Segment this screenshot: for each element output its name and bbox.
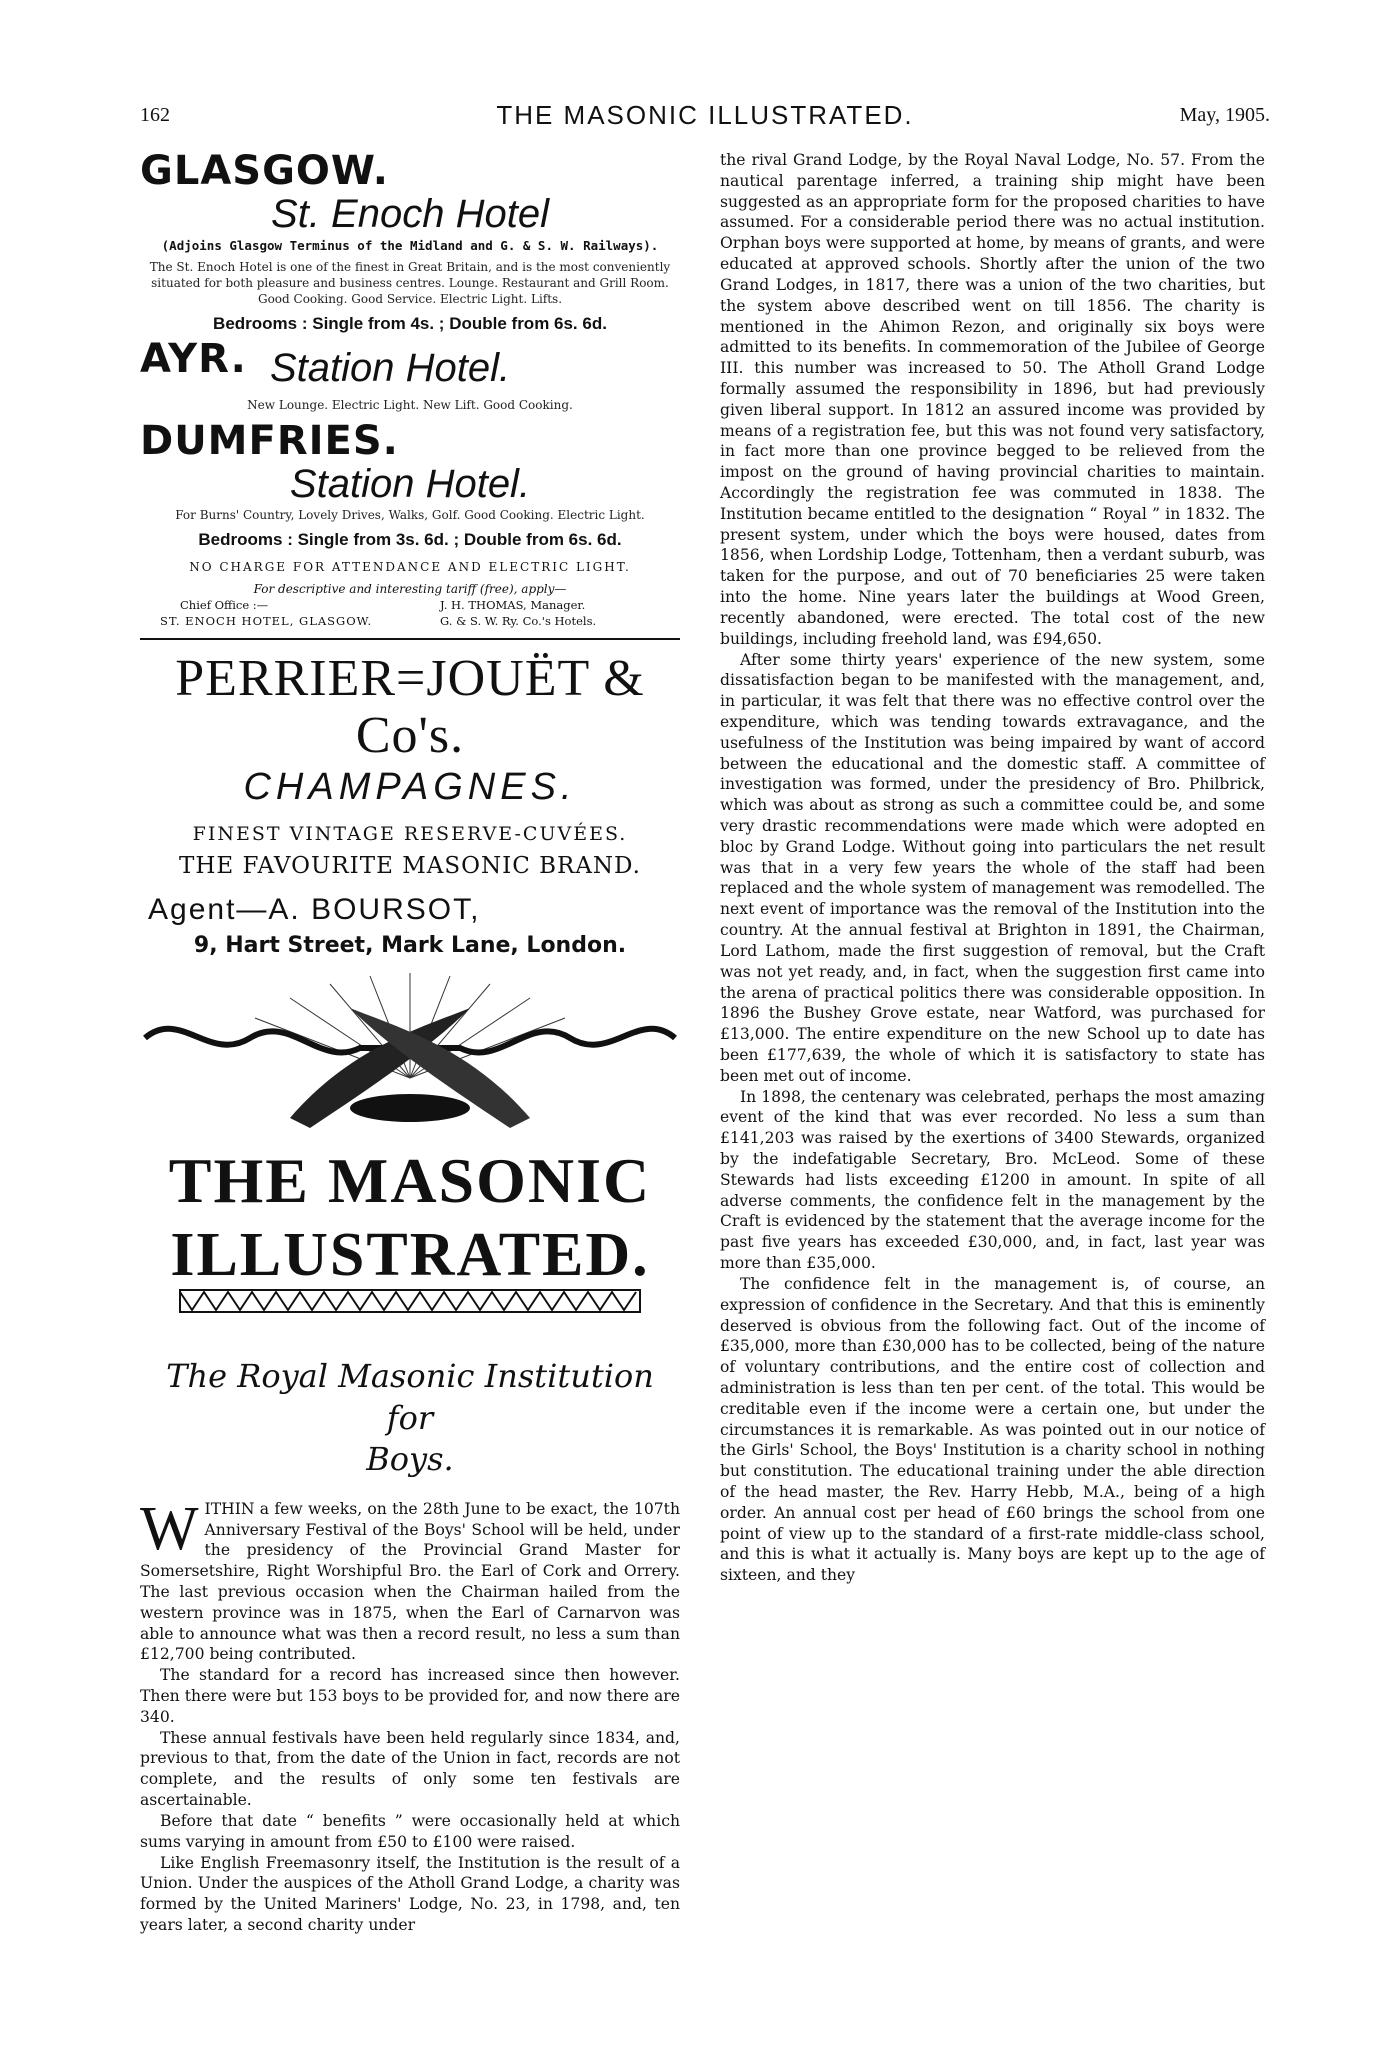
- manager-name: J. H. THOMAS, Manager.: [440, 597, 586, 612]
- ayr-desc: New Lounge. Electric Light. New Lift. Good Cooking.: [247, 397, 573, 412]
- ayr-heading: AYR.: [140, 335, 247, 382]
- article-paragraph: WITHIN a few weeks, on the 28th June to be exact, the 107th Anniversary Festival of the Boys' School will be held, under the presidency of the Provincial Grand Master for Somersetshire, Right Worshipful Bro. the Earl of Cork and Orrery. The last previous occasion when the Chairman hailed from the western province was in 1875, when the Earl of Carnarvon was able to announce what was then a record result, no less a sum than £12,700 being contributed.: [140, 1494, 680, 1664]
- article-paragraph: the rival Grand Lodge, by the Royal Naval Lodge, No. 57. From the nautical parentage inferred, a training ship might have been suggested as an appropriate form for the proposed charities to have assumed. For a considerable period there was no actual institution. Orphan boys were supported at home, by means of grants, and were educated at approved schools. Shortly after the union of the two Grand Lodges, in 1817, there was a union of the two charities, but the system above described went on till 1856. The charity is mentioned in the Ahimon Rezon, and originally six boys were admitted to its benefits. In commemoration of the Jubilee of George III. this number was increased to 50. The Atholl Grand Lodge formally assumed the responsibility in 1896, but had previously given liberal support. In 1812 an assured income was provided by means of a registration fee, but this was not found very satisfactory, in fact more than one province begged to be relieved from the impost on the ground of having provincial charities to maintain. Accordingly the registration fee was commuted in 1838. The Institution became entitled to the designation “ Royal ” in 1832. The present system, under which the boys were housed, dates from 1856, when Lordship Lodge, Tottenham, then a verdant suburb, was taken for the purpose, and out of 70 beneficiaries 25 were taken into the home. Nine years later the buildings at Wood Green, recently abandoned, were erected. The total cost of the new buildings, including freehold land, was £94,650.: [720, 151, 1265, 648]
- drop-cap: W: [140, 1494, 199, 1563]
- champagne-advertisement: [140, 650, 680, 958]
- favourite-brand-line: THE FAVOURITE MASONIC BRAND.: [179, 852, 641, 879]
- glasgow-heading: GLASGOW.: [140, 148, 389, 194]
- issue-date: May, 1905.: [1179, 104, 1270, 126]
- article-paragraph: The confidence felt in the management is, of course, an expression of confidence in the Secretary. And that this is eminently deserved is obvious from the following fact. Out of the income of £35,000, more than £30,000 has to be collected, being of the nature of voluntary contributions, and the entire cost of collection and administration is less than ten per cent. of the total. This would be creditable even if the income were a certain one, but under the circumstances it is remarkable. As was pointed out in our notice of the Girls' School, the Boys' Institution is a charity school in nothing but constitution. The educational training under the able direction of the head master, the Rev. Harry Hebb, M.A., being of a high order. An annual cost per head of £60 brings the school from one point of view up to the standard of a first-rate middle-class school, and this is what it actually is. Many boys are kept up to the age of sixteen, and they: [720, 1274, 1265, 1585]
- article-paragraph: In 1898, the centenary was celebrated, perhaps the most amazing event of the kind that was ever recorded. No less a sum than £141,203 was raised by the exertions of 3400 Stewards, organized by the indefatigable Secretary, Bro. McLeod. Some of these Stewards had lists exceeding £1200 in amount. In spite of all adverse comments, the confidence felt in the management by the Craft is evidenced by the statement that the average income for the past five years has exceeded £30,000, and, in fact, last year was more than £35,000.: [720, 1087, 1265, 1273]
- article-paragraph: Before that date “ benefits ” were occasionally held at which sums varying in amount from £50 to £100 were raised.: [140, 1811, 680, 1851]
- no-charge-note: NO CHARGE FOR ATTENDANCE AND ELECTRIC LIGHT.: [189, 559, 631, 574]
- contact-block: [140, 598, 680, 632]
- agent-line: Agent—A. BOURSOT,: [148, 892, 481, 926]
- publication-title: THE MASONIC ILLUSTRATED.: [496, 100, 914, 130]
- masthead-title-line-2: ILLUSTRATED.: [170, 1220, 650, 1289]
- sunburst-rays: [255, 973, 565, 1078]
- dumfries-rates: Bedrooms : Single from 3s. 6d. ; Double from 6s. 6d.: [198, 529, 622, 549]
- agent-address: 9, Hart Street, Mark Lane, London.: [193, 932, 627, 958]
- article-paragraph: The standard for a record has increased since then however. Then there were but 153 boys to be provided for, and now there are 340.: [140, 1666, 680, 1726]
- hotel-advertisement: [140, 150, 680, 632]
- article-paragraph: These annual festivals have been held regularly since 1834, and, previous to that, from the date of the Union in fact, records are not complete, and the results of only some ten festivals are ascertainable.: [140, 1728, 680, 1810]
- article-paragraph: Like English Freemasonry itself, the Institution is the result of a Union. Under the auspices of the Atholl Grand Lodge, a charity was formed by the United Mariners' Lodge, No. 23, in 1798, and, ten years later, a second charity under: [140, 1853, 680, 1934]
- article-paragraph: After some thirty years' experience of the new system, some dissatisfaction began to be manifested with the management, and, in particular, it was felt that there was no effective control over the expenditure, which was tending towards extravagance, and the usefulness of the Institution was being impaired by want of accord between the educational and the domestic staff. A committee of investigation was formed, under the presidency of Bro. Philbrick, which was about as strong as such a committee could be, and some very drastic recommendations were made which were adopted en bloc by Grand Lodge. Without going into particulars the net result was that in a very few years the whole of the staff had been replaced and the whole system of management was remodelled. The next event of importance was the removal of the Institution into the country. At the annual festival at Brighton in 1891, the Chairman, Lord Lathom, made the first suggestion of removal, but the Craft was not yet ready, and, in fact, when the suggestion first came into the arena of practical politics there was considerable opposition. In 1896 the Bushey Grove estate, near Watford, was purchased for £13,000. The entire expenditure on the new School up to date has been £177,639, the whole of which it is satisfactory to state has been met out of income.: [720, 650, 1265, 1085]
- ayr-hotel-name: Station Hotel.: [270, 345, 511, 390]
- chief-office-label: Chief Office :—: [180, 597, 269, 612]
- champagnes-heading: CHAMPAGNES.: [243, 765, 577, 808]
- tariff-note: For descriptive and interesting tariff (free), apply—: [253, 581, 567, 596]
- running-head: [140, 100, 1270, 136]
- st-enoch-hotel-name: St. Enoch Hotel: [271, 192, 549, 236]
- masthead-illustration: [140, 968, 680, 1348]
- glasgow-rates: Bedrooms : Single from 4s. ; Double from 6s. 6d.: [213, 313, 607, 333]
- quill-base: [350, 1094, 470, 1122]
- article-body-left: [140, 1494, 680, 1936]
- glasgow-desc-2: situated for both pleasure and business centres. Lounge. Restaurant and Grill Room.: [151, 276, 669, 291]
- article-title-line-2: Boys.: [366, 1440, 454, 1479]
- perrier-jouet-name: PERRIER=JOUËT & Co's.: [175, 649, 645, 764]
- page-number: 162: [140, 104, 170, 126]
- right-column: [720, 150, 1265, 1586]
- ad-divider: [140, 638, 680, 640]
- masthead-title-line-1: THE MASONIC: [168, 1144, 652, 1216]
- glasgow-desc-3: Good Cooking. Good Service. Electric Light. Lifts.: [257, 292, 563, 307]
- railway-company: G. & S. W. Ry. Co.'s Hotels.: [440, 613, 597, 628]
- ayr-row: [140, 335, 680, 396]
- left-column: [140, 150, 680, 1936]
- dumfries-hotel-name: Station Hotel.: [289, 461, 531, 506]
- vintage-line: FINEST VINTAGE RESERVE-CUVÉES.: [192, 822, 628, 845]
- adjoins-note: (Adjoins Glasgow Terminus of the Midland and G. & S. W. Railways).: [161, 238, 659, 253]
- glasgow-desc-1: The St. Enoch Hotel is one of the finest in Great Britain, and is the most conveniently: [149, 260, 671, 274]
- article-title-line-1: The Royal Masonic Institution for: [166, 1356, 654, 1437]
- hotel-address: ST. ENOCH HOTEL, GLASGOW.: [160, 613, 373, 628]
- dumfries-desc: For Burns' Country, Lovely Drives, Walks, Golf. Good Cooking. Electric Light.: [175, 507, 645, 522]
- dumfries-heading: DUMFRIES.: [140, 417, 399, 464]
- article-title: [140, 1356, 680, 1481]
